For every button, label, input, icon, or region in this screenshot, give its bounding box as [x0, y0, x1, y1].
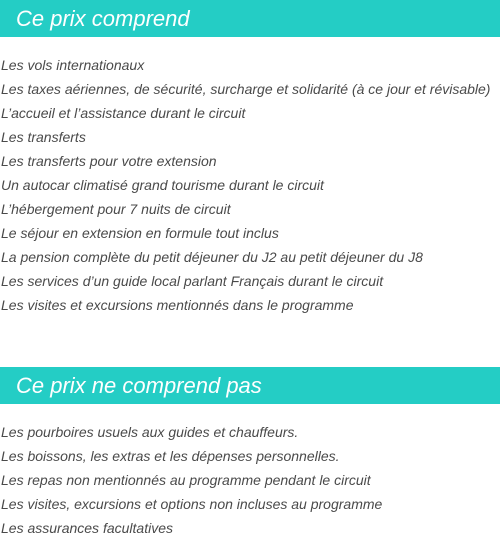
excluded-item: Les boissons, les extras et les dépenses personnelles. [1, 448, 340, 464]
included-items-list [0, 53, 500, 317]
included-item: L’accueil et l’assistance durant le circuit [1, 105, 246, 121]
excluded-item: Les repas non mentionnés au programme pendant le circuit [1, 472, 371, 488]
included-item: Un autocar climatisé grand tourisme durant le circuit [1, 177, 324, 193]
excluded-items-list [0, 420, 500, 540]
included-item: Le séjour en extension en formule tout inclus [1, 225, 279, 241]
excluded-item: Les pourboires usuels aux guides et chauffeurs. [1, 424, 299, 440]
included-section-title: Ce prix comprend [0, 0, 500, 37]
included-item: L’hébergement pour 7 nuits de circuit [1, 201, 231, 217]
included-item: La pension complète du petit déjeuner du J2 au petit déjeuner du J8 [1, 249, 423, 265]
included-item: Les transferts pour votre extension [1, 153, 217, 169]
included-item: Les transferts [1, 129, 86, 145]
excluded-item: Les visites, excursions et options non incluses au programme [1, 496, 383, 512]
excluded-section-title: Ce prix ne comprend pas [0, 367, 500, 404]
excluded-item: Les assurances facultatives [1, 520, 173, 536]
included-item: Les services d’un guide local parlant Français durant le circuit [1, 273, 384, 289]
included-item: Les taxes aériennes, de sécurité, surcharge et solidarité (à ce jour et révisable) [1, 81, 491, 97]
included-item: Les visites et excursions mentionnés dans le programme [1, 297, 354, 313]
included-item: Les vols internationaux [1, 57, 145, 73]
